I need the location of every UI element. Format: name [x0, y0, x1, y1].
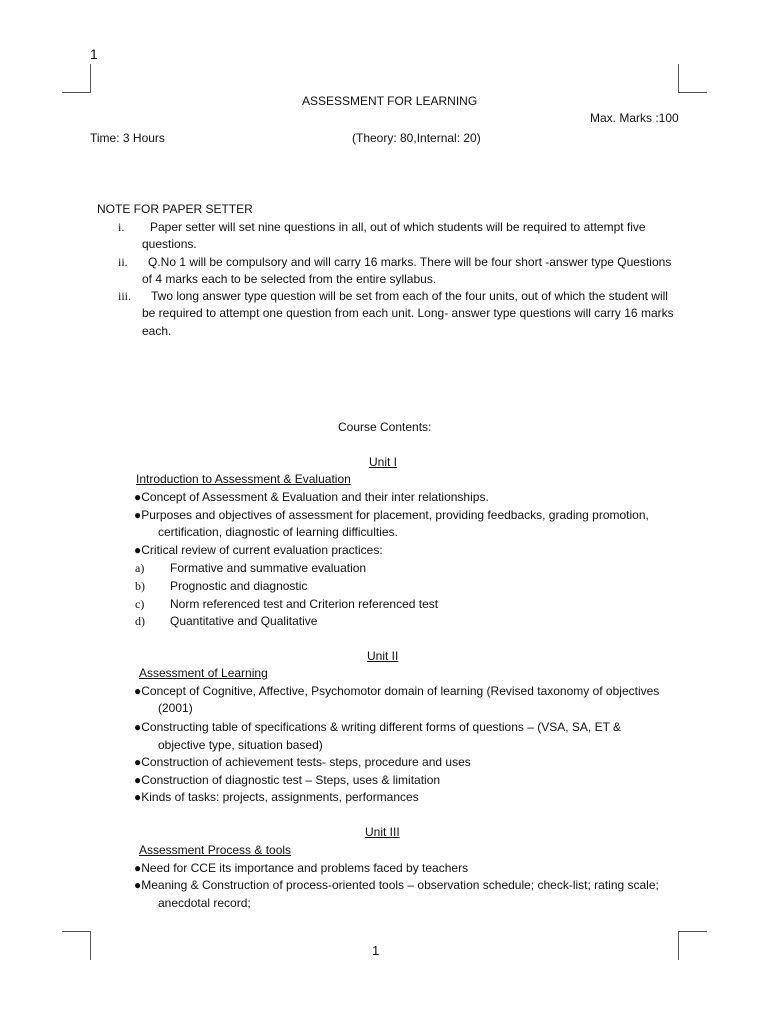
note-item-text: Two long answer type question will be set from each of the four units, out of which the student will	[151, 289, 668, 303]
page-title: ASSESSMENT FOR LEARNING	[302, 94, 478, 108]
list-item-continuation: anecdotal record;	[158, 896, 251, 910]
note-item-number: iii.	[118, 289, 132, 303]
corner-mark-bottom-left	[62, 931, 91, 960]
unit-3-title: Unit III	[365, 825, 400, 839]
list-item: ●Constructing table of specifications & writing different forms of questions – (VSA, SA, ET &	[134, 720, 622, 734]
note-item-text: Paper setter will set nine questions in all, out of which students will be required to attempt five	[150, 220, 646, 234]
sub-item-text: Prognostic and diagnostic	[170, 579, 308, 593]
list-item: ●Concept of Assessment & Evaluation and their inter relationships.	[134, 490, 489, 504]
unit-1-title: Unit I	[369, 455, 398, 469]
footer-page-number: 1	[372, 943, 380, 958]
sub-item-text: Quantitative and Qualitative	[170, 614, 318, 628]
note-item-text: Q.No 1 will be compulsory and will carry 16 marks. There will be four short -answer type Questions	[148, 255, 672, 269]
theory-internal-marks: (Theory: 80,Internal: 20)	[352, 131, 481, 145]
list-item: ●Meaning & Construction of process-oriented tools – observation schedule; check-list; rating scale;	[134, 878, 659, 892]
unit-3-subtitle: Assessment Process & tools	[139, 843, 292, 857]
note-item-number: ii.	[118, 255, 128, 269]
list-item: ●Critical review of current evaluation practices:	[134, 543, 383, 557]
list-item: ●Purposes and objectives of assessment for placement, providing feedbacks, grading promotion,	[134, 508, 649, 522]
list-item: ●Construction of achievement tests- steps, procedure and uses	[134, 755, 471, 769]
sub-item-key: b)	[135, 579, 145, 593]
list-item: ●Need for CCE its importance and problems faced by teachers	[134, 861, 469, 875]
list-item: ●Concept of Cognitive, Affective, Psychomotor domain of learning (Revised taxonomy of objectives	[134, 684, 660, 698]
sub-item-key: a)	[135, 561, 145, 575]
unit-1-subtitle: Introduction to Assessment & Evaluation	[136, 472, 351, 486]
exam-time: Time: 3 Hours	[90, 131, 165, 145]
sub-item-text: Formative and summative evaluation	[170, 561, 367, 575]
note-item-text: be required to attempt one question from each unit. Long- answer type questions will carry 16 marks	[142, 306, 674, 320]
unit-2-subtitle: Assessment of Learning	[139, 666, 268, 680]
corner-mark-bottom-right	[678, 931, 707, 960]
note-heading: NOTE FOR PAPER SETTER	[97, 202, 253, 216]
list-item-continuation: objective type, situation based)	[158, 738, 323, 752]
corner-mark-top-left	[62, 64, 91, 93]
unit-2-title: Unit II	[367, 649, 399, 663]
sub-item-text: Norm referenced test and Criterion referenced test	[170, 597, 439, 611]
list-item-continuation: (2001)	[158, 701, 193, 715]
course-contents-heading: Course Contents:	[338, 420, 432, 434]
list-item: ●Kinds of tasks: projects, assignments, performances	[134, 790, 419, 804]
corner-mark-top-right	[678, 64, 707, 93]
max-marks: Max. Marks :100	[590, 111, 679, 125]
sub-item-key: c)	[135, 597, 145, 611]
sub-item-key: d)	[135, 614, 145, 628]
list-item: ●Construction of diagnostic test – Steps, uses & limitation	[134, 773, 441, 787]
note-item-number: i.	[118, 220, 125, 234]
list-item-continuation: certification, diagnostic of learning difficulties.	[158, 525, 398, 539]
header-page-number: 1	[90, 46, 98, 62]
note-item-text: each.	[142, 324, 172, 338]
note-item-text: of 4 marks each to be selected from the entire syllabus.	[142, 272, 437, 286]
note-item-text: questions.	[142, 237, 197, 251]
